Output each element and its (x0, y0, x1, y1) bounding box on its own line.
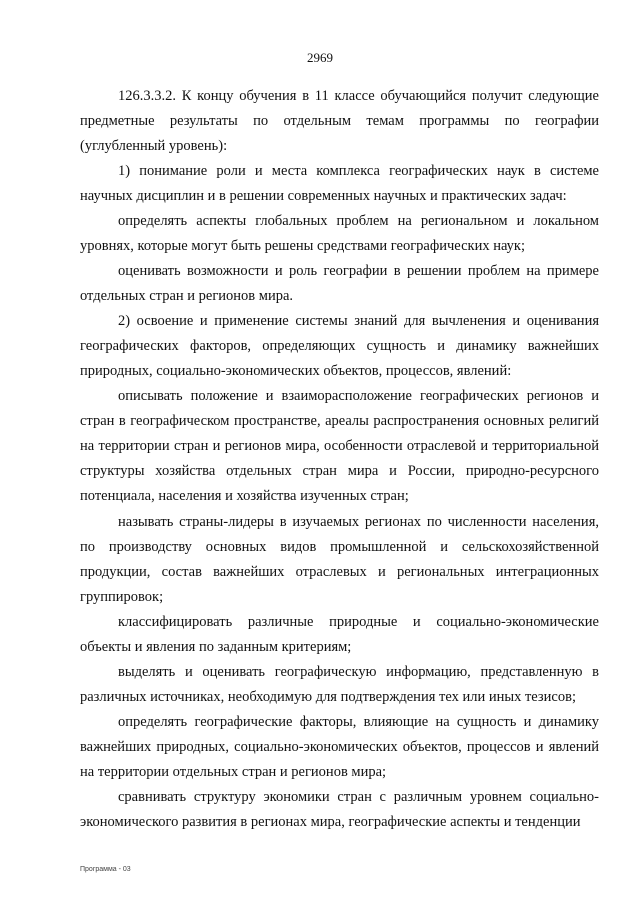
paragraph-1: 126.3.3.2. К концу обучения в 11 классе обучающийся получит следующие предметные результаты по отдельным темам программы по географии (углубленный уровень): (80, 88, 599, 154)
paragraph-8: классифицировать различные природные и социально-экономические объекты и явления по заданным критериям; (80, 614, 599, 655)
paragraph-7: называть страны-лидеры в изучаемых регионах по численности населения, по производству основных видов промышленной и сельскохозяйственной продукции, состав важнейших отраслевых и региональных интеграционных группировок; (80, 514, 599, 605)
paragraph-6: описывать положение и взаиморасположение географических регионов и стран в географическом пространстве, ареалы распространения основных религий на территории стран и регионов мира, особенности отраслевой и территориальной структуры хозяйства отдельных стран мира и России, природно-ресурсного потенциала, населения и хозяйства изученных стран; (80, 388, 599, 504)
paragraph-3: определять аспекты глобальных проблем на региональном и локальном уровнях, которые могут быть решены средствами географических наук; (80, 213, 599, 254)
page-number: 2969 (307, 50, 333, 65)
paragraph-2: 1) понимание роли и места комплекса географических наук в системе научных дисциплин и в решении современных научных и практических задач: (80, 163, 599, 204)
paragraph-11: сравнивать структуру экономики стран с различным уровнем социально-экономического развития в регионах мира, географические аспекты и тенденции (80, 789, 599, 830)
paragraph-9: выделять и оценивать географическую информацию, представленную в различных источниках, необходимую для подтверждения тех или иных тезисов; (80, 664, 599, 705)
footer-label: Программа - 03 (80, 866, 131, 873)
paragraph-5: 2) освоение и применение системы знаний для вычленения и оценивания географических факторов, определяющих сущность и динамику важнейших природных, социально-экономических объектов, процессов, явлений: (80, 313, 599, 379)
paragraph-4: оценивать возможности и роль географии в решении проблем на примере отдельных стран и регионов мира. (80, 263, 599, 304)
paragraph-10: определять географические факторы, влияющие на сущность и динамику важнейших природных, социально-экономических объектов, процессов и явлений на территории отдельных стран и регионов мира; (80, 714, 599, 780)
